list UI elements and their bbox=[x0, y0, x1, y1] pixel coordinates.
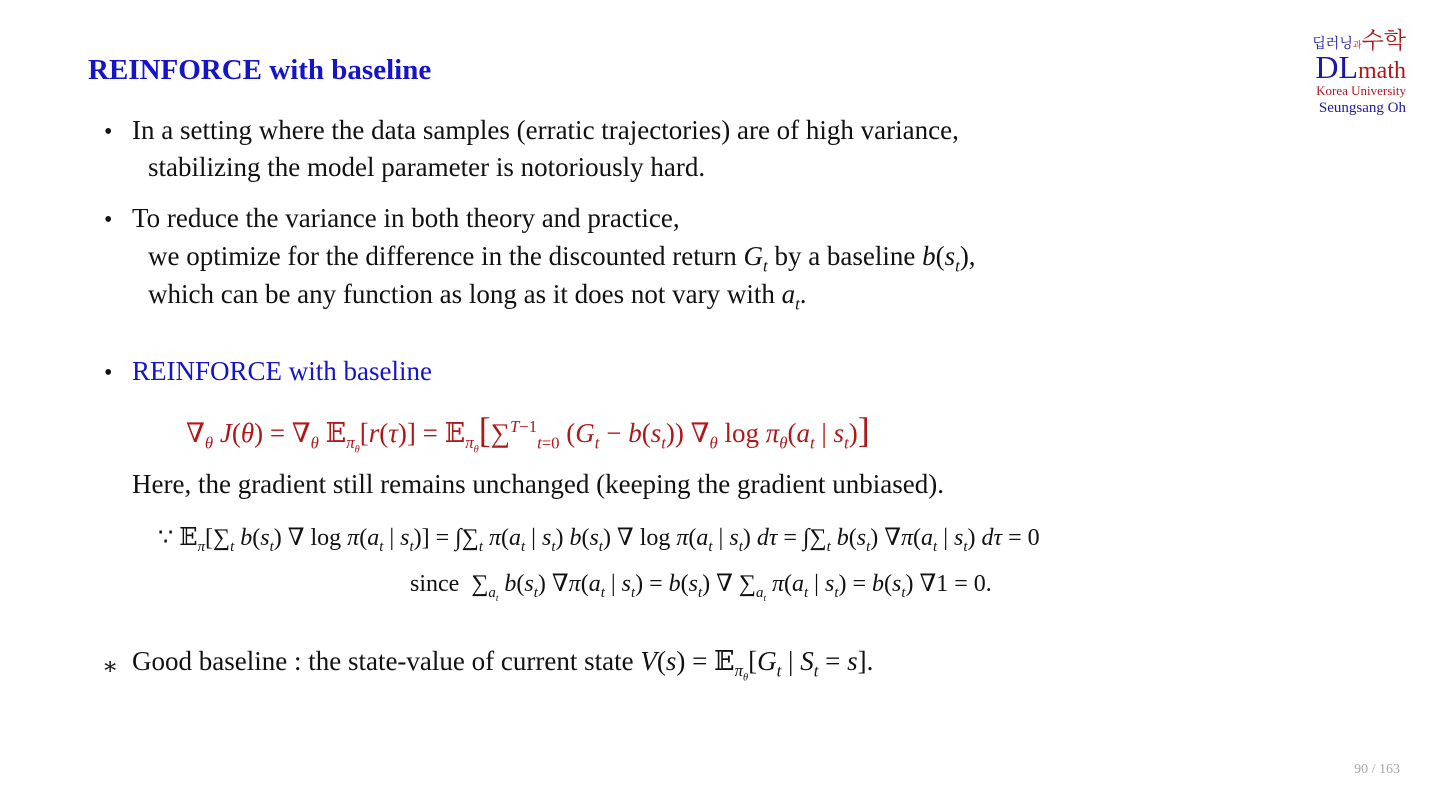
bullet-1-line-1: In a setting where the data samples (erratic trajectories) are of high variance, bbox=[132, 115, 959, 145]
bullet-dot-3: • bbox=[104, 360, 113, 386]
here-text: Here, the gradient still remains unchanged (keeping the gradient unbiased). bbox=[132, 469, 944, 499]
logo-korean-and: 과 bbox=[1352, 41, 1362, 51]
logo-author: Seungsang Oh bbox=[1318, 100, 1406, 117]
page-number: 90 / 163 bbox=[1354, 762, 1400, 777]
bullet-dot-1: • bbox=[104, 119, 113, 145]
bullet-3-label: REINFORCE with baseline bbox=[132, 356, 432, 386]
logo-korean-2: 수학 bbox=[1361, 28, 1406, 54]
slide-title: REINFORCE with baseline bbox=[88, 54, 432, 86]
bullet-asterisk-4: ∗ bbox=[102, 654, 119, 680]
bullet-2-line-1: To reduce the variance in both theory and practice, bbox=[132, 203, 680, 233]
since-equation: since $\sum_{a_t}$ $b(s_t)$ $\nabla\pi(a_t$ | $s_t) = b(s_t)$ ∇ $\sum_{a_t}$ $\pi(a_t$ | $s_t) = b(s_t)$ ∇1 = 0. bbox=[410, 571, 992, 603]
logo-math: math bbox=[1358, 58, 1406, 84]
bullet-2-line-2: we optimize for the difference in the discounted return $G_t$ by a baseline $b(s_t)$, bbox=[148, 241, 976, 276]
logo-dl: DL bbox=[1315, 49, 1358, 85]
because-equation: ∵ $𝔼_\pi[\sum_t$ $b(s_t)$ ∇ $\log \pi(a_t$ | $s_t)] = \int\sum_t$ $\pi(a_t$ | $s_t$) $b(s_t)$ ∇ $\log \pi(a_t$ | $s_t$) $d\tau = \int\sum_t$ $b(s_t)$ $\nabla\pi(a_t$ | $s_t$) dτ = 0 bbox=[158, 525, 1040, 555]
bullet-dot-2: • bbox=[104, 207, 113, 233]
dlmath-logo bbox=[1286, 30, 1406, 118]
bullet-2-line-3: which can be any function as long as it does not vary with $a_t$. bbox=[148, 279, 807, 314]
good-baseline-text: Good baseline : the state-value of current state $V(s) = 𝔼_{\pi_\theta}[G_t$ | $S_t = s$]. bbox=[132, 646, 874, 684]
main-gradient-equation: $\nabla_\theta$ $J(\theta) = \nabla_\theta$ 𝔼$_{\pi_\theta}$[r(τ)] = 𝔼$_{\pi_\theta}$[∑$^{T-1}_{t=0}$ $(G_t - b(s_t))$ $\nabla_\theta$ $\log \pi_\theta(a_t$ | $s_t$)] bbox=[186, 410, 870, 456]
logo-korean-1: 딥러닝 bbox=[1312, 36, 1353, 52]
bullet-1-line-2: stabilizing the model parameter is notoriously hard. bbox=[148, 152, 706, 182]
logo-university: Korea University bbox=[1316, 83, 1406, 98]
